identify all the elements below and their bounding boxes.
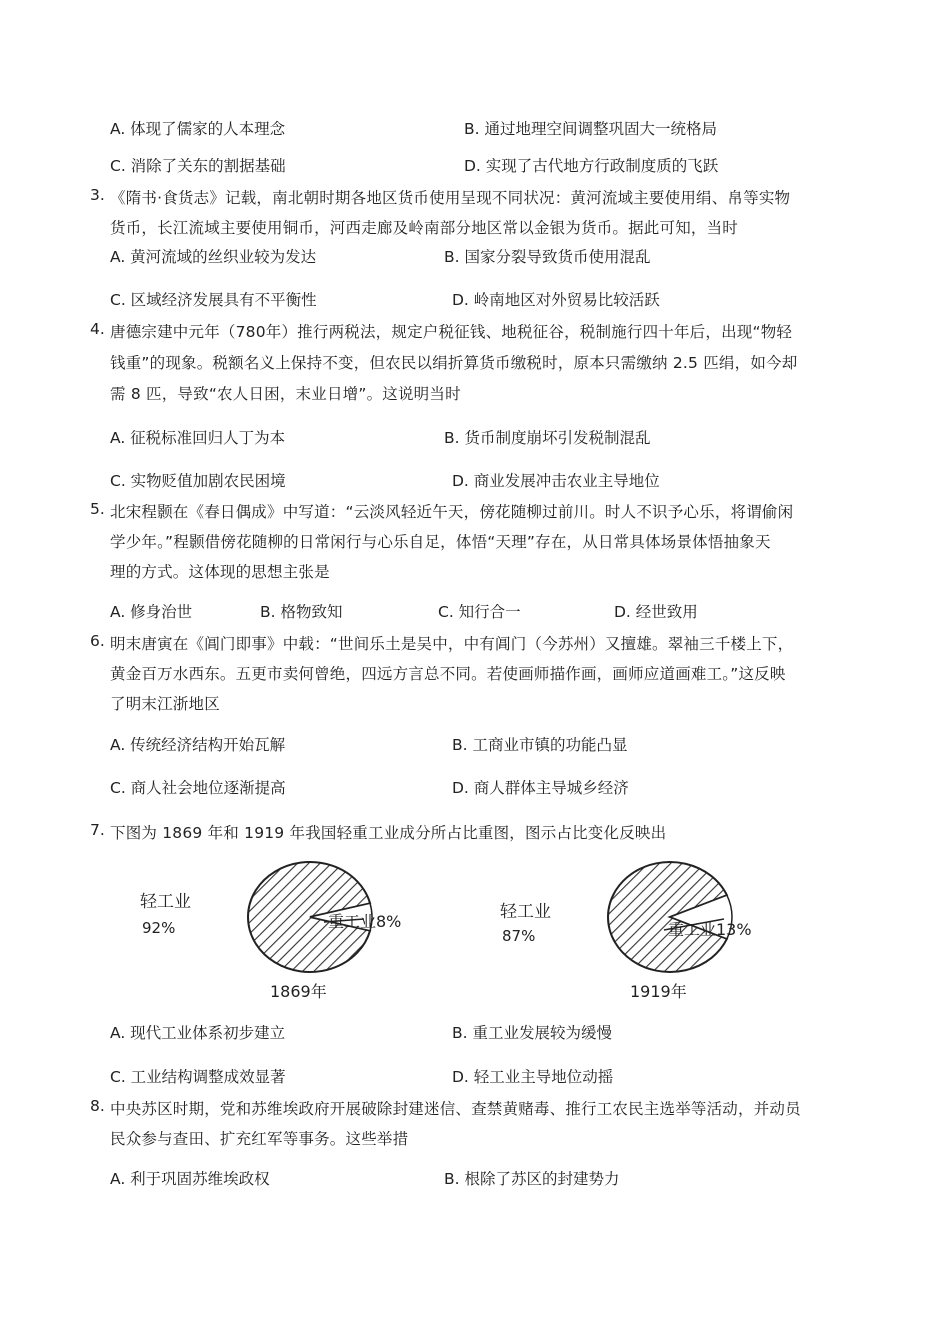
- q5-option-c[interactable]: C. 知行合一: [438, 603, 521, 621]
- question-4-stem-line: 需 8 匹，导致“农人日困，末业日增”。这说明当时: [110, 385, 461, 403]
- question-7-number: 7.: [90, 821, 105, 839]
- question-4-number: 4.: [90, 320, 105, 338]
- q6-option-d[interactable]: D. 商人群体主导城乡经济: [452, 779, 629, 797]
- question-5-number: 5.: [90, 500, 105, 518]
- question-5-stem-line: 理的方式。这体现的思想主张是: [110, 563, 330, 581]
- question-8-stem-line: 民众参与查田、扩充红军等事务。这些举措: [110, 1130, 409, 1148]
- pie-label-heavy-industry: 重工业8%: [328, 912, 402, 931]
- pie-label-heavy-industry: 重工业13%: [668, 920, 752, 939]
- question-6-number: 6.: [90, 632, 105, 650]
- q6-option-a[interactable]: A. 传统经济结构开始瓦解: [110, 736, 286, 754]
- pie-label-light-industry: 轻工业: [500, 902, 551, 922]
- q8-option-a[interactable]: A. 利于巩固苏维埃政权: [110, 1170, 270, 1188]
- q4-option-d[interactable]: D. 商业发展冲击农业主导地位: [452, 472, 660, 490]
- q6-option-c[interactable]: C. 商人社会地位逐渐提高: [110, 779, 286, 797]
- q5-option-a[interactable]: A. 修身治世: [110, 603, 193, 621]
- q4-option-c[interactable]: C. 实物贬值加剧农民困境: [110, 472, 286, 490]
- q7-option-a[interactable]: A. 现代工业体系初步建立: [110, 1024, 286, 1042]
- option-b[interactable]: B. 通过地理空间调整巩固大一统格局: [464, 120, 717, 138]
- question-8-stem-line: 中央苏区时期，党和苏维埃政府开展破除封建迷信、查禁黄赌毒、推行工农民主选举等活动，并动员: [110, 1100, 801, 1118]
- question-5-stem-line: 北宋程颢在《春日偶成》中写道：“云淡风轻近午天，傍花随柳过前川。时人不识予心乐，将谓偷闲: [110, 503, 794, 521]
- option-c[interactable]: C. 消除了关东的割据基础: [110, 157, 286, 175]
- question-3-stem-line: 货币，长江流域主要使用铜币，河西走廊及岭南部分地区常以金银为货币。据此可知，当时: [110, 219, 739, 237]
- question-3-number: 3.: [90, 186, 105, 204]
- q4-option-a[interactable]: A. 征税标准回归人丁为本: [110, 429, 286, 447]
- q4-option-b[interactable]: B. 货币制度崩坏引发税制混乱: [444, 429, 651, 447]
- option-a[interactable]: A. 体现了儒家的人本理念: [110, 120, 286, 138]
- question-6-stem-line: 明末唐寅在《阊门即事》中载：“世间乐土是吴中，中有阊门（今苏州）又擅雄。翠袖三千楼上下，: [110, 635, 794, 653]
- industry-pie-charts: [100, 845, 780, 1010]
- question-5-stem-line: 学少年。”程颢借傍花随柳的日常闲行与心乐自足，体悟“天理”存在，从日常具体场景体悟抽象天: [110, 533, 771, 551]
- pie-title-year: 1869年: [270, 982, 327, 1001]
- q7-option-c[interactable]: C. 工业结构调整成效显著: [110, 1068, 286, 1086]
- q3-option-a[interactable]: A. 黄河流域的丝织业较为发达: [110, 248, 317, 266]
- pie-value-light-industry: 92%: [142, 919, 176, 937]
- pie-title-year: 1919年: [630, 982, 687, 1001]
- question-7-stem-line: 下图为 1869 年和 1919 年我国轻重工业成分所占比重图，图示占比变化反映出: [110, 824, 667, 842]
- q8-option-b[interactable]: B. 根除了苏区的封建势力: [444, 1170, 620, 1188]
- pie-label-light-industry: 轻工业: [140, 892, 191, 912]
- question-6-stem-line: 了明末江浙地区: [110, 695, 220, 713]
- question-6-stem-line: 黄金百万水西东。五更市卖何曾绝，四远方言总不同。若使画师描作画，画师应道画难工。”这反映: [110, 665, 786, 683]
- q5-option-d[interactable]: D. 经世致用: [614, 603, 698, 621]
- q7-option-b[interactable]: B. 重工业发展较为缓慢: [452, 1024, 612, 1042]
- q5-option-b[interactable]: B. 格物致知: [260, 603, 343, 621]
- question-3-stem-line: 《隋书·食货志》记载，南北朝时期各地区货币使用呈现不同状况：黄河流域主要使用绢、帛等实物: [110, 189, 791, 207]
- question-4-stem-line: 钱重”的现象。税额名义上保持不变，但农民以绢折算货币缴税时，原本只需缴纳 2.5 匹绢，如今却: [110, 354, 798, 372]
- q3-option-c[interactable]: C. 区域经济发展具有不平衡性: [110, 291, 317, 309]
- question-8-number: 8.: [90, 1097, 105, 1115]
- question-4-stem-line: 唐德宗建中元年（780年）推行两税法，规定户税征钱、地税征谷，税制施行四十年后，出现“物轻: [110, 323, 793, 341]
- q3-option-b[interactable]: B. 国家分裂导致货币使用混乱: [444, 248, 651, 266]
- q7-option-d[interactable]: D. 轻工业主导地位动摇: [452, 1068, 614, 1086]
- q6-option-b[interactable]: B. 工商业市镇的功能凸显: [452, 736, 628, 754]
- pie-value-light-industry: 87%: [502, 927, 536, 945]
- q3-option-d[interactable]: D. 岭南地区对外贸易比较活跃: [452, 291, 660, 309]
- option-d[interactable]: D. 实现了古代地方行政制度质的飞跃: [464, 157, 719, 175]
